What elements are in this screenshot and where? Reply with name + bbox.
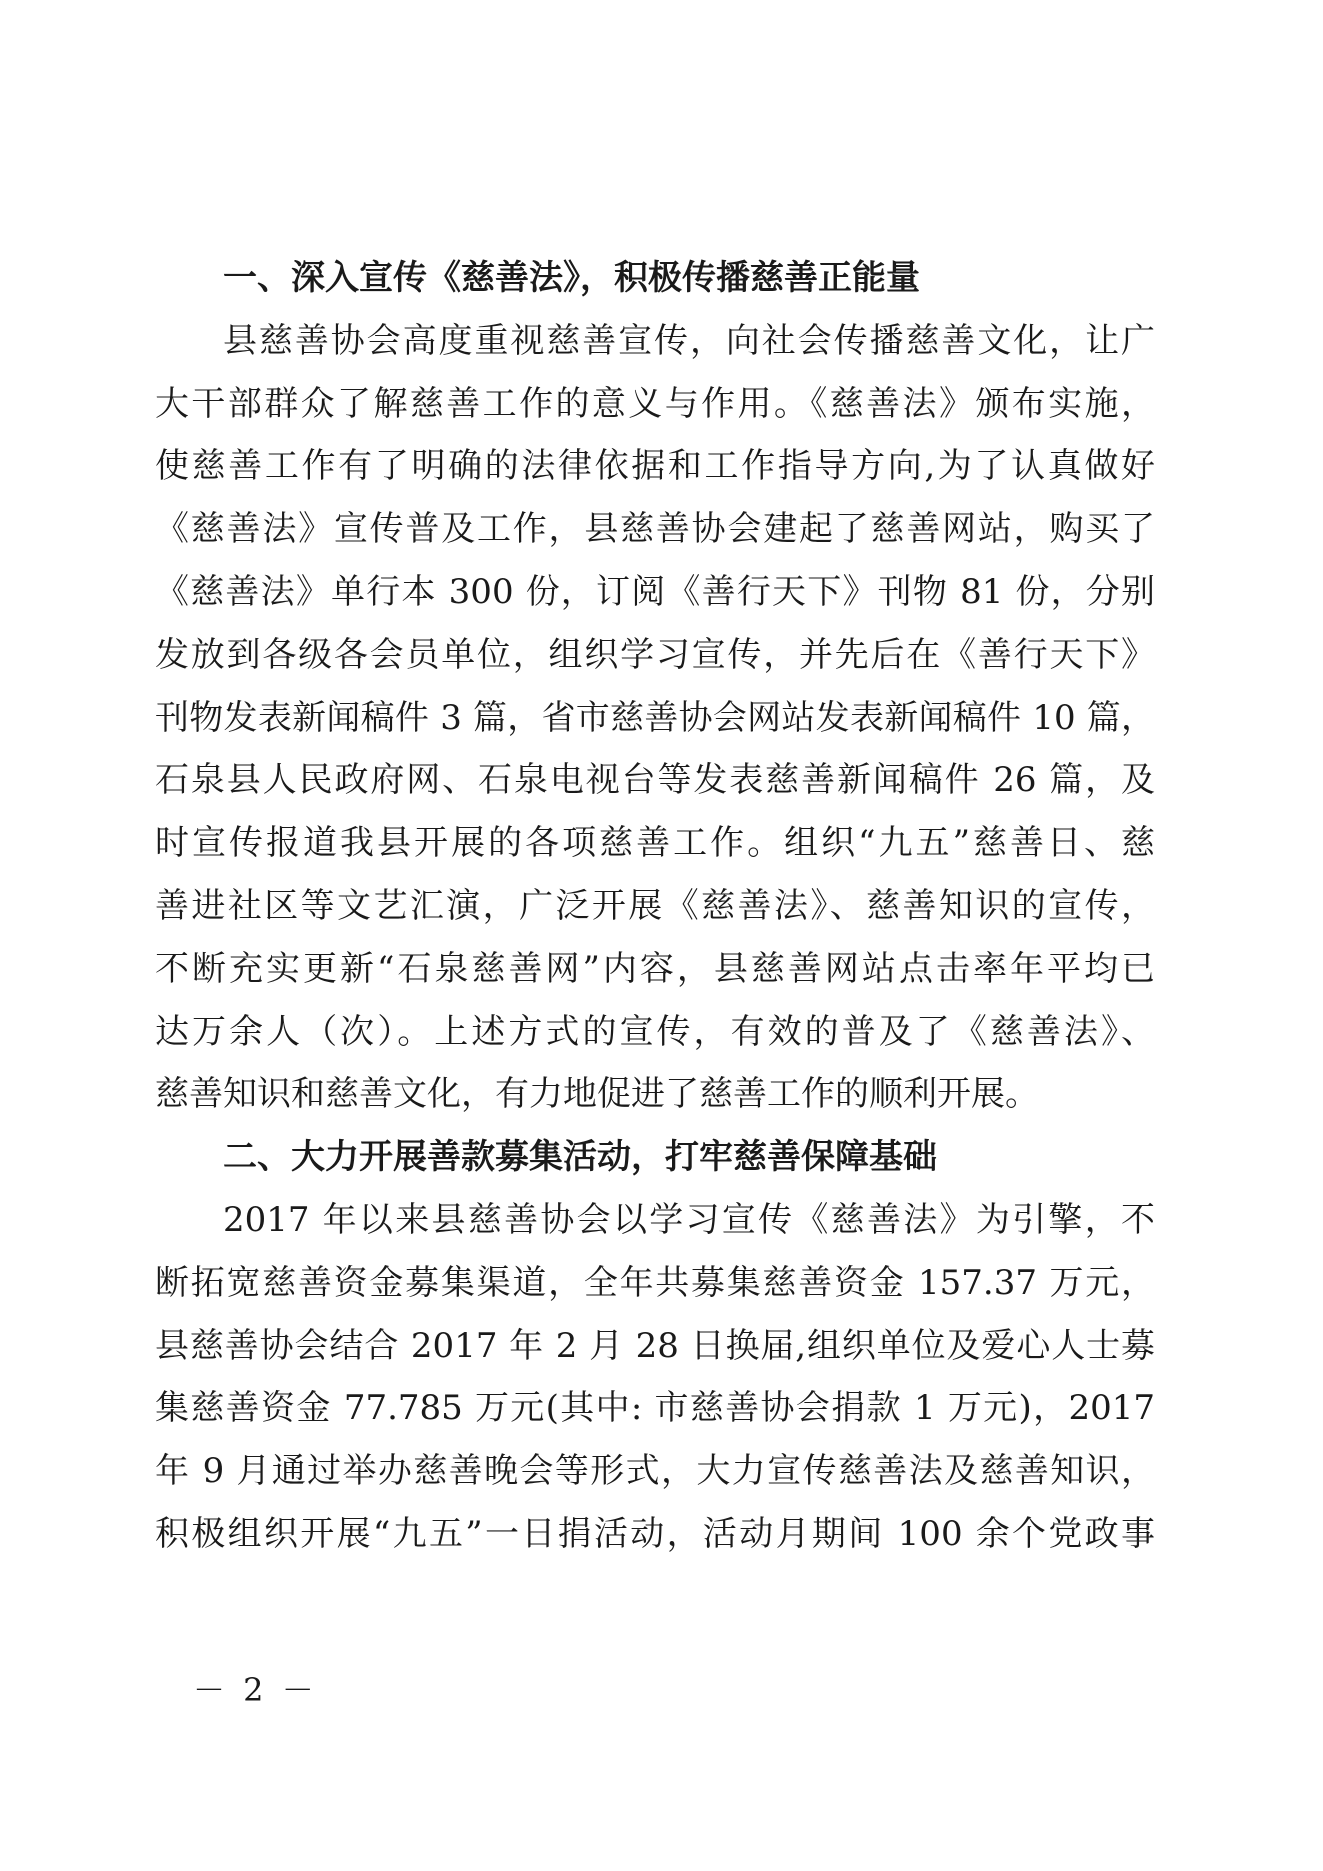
section-2-paragraph xyxy=(155,1189,1155,1566)
paragraph-line: 断拓宽慈善资金募集渠道，全年共募集慈善资金 157.37 万元， xyxy=(155,1262,1155,1303)
paragraph-line: 石泉县人民政府网、石泉电视台等发表慈善新闻稿件 26 篇，及 xyxy=(155,760,1155,801)
paragraph-line: 县慈善协会高度重视慈善宣传，向社会传播慈善文化，让广 xyxy=(223,320,1155,361)
section-1-heading: 一、深入宣传《慈善法》，积极传播慈善正能量 xyxy=(223,258,920,298)
paragraph-line: 刊物发表新闻稿件 3 篇，省市慈善协会网站发表新闻稿件 10 篇， xyxy=(155,697,1155,738)
paragraph-line: 发放到各级各会员单位，组织学习宣传，并先后在《善行天下》 xyxy=(155,634,1155,675)
paragraph-line: 《慈善法》宣传普及工作，县慈善协会建起了慈善网站，购买了 xyxy=(155,509,1155,550)
paragraph-line: 大干部群众了解慈善工作的意义与作用。《慈善法》颁布实施， xyxy=(155,383,1155,424)
paragraph-line: 善进社区等文艺汇演，广泛开展《慈善法》、慈善知识的宣传， xyxy=(155,885,1155,926)
paragraph-line: 时宣传报道我县开展的各项慈善工作。组织“九五”慈善日、慈 xyxy=(155,823,1155,864)
section-1-paragraph xyxy=(155,310,1155,1126)
paragraph-line: 县慈善协会结合 2017 年 2 月 28 日换届,组织单位及爱心人士募 xyxy=(155,1325,1155,1366)
paragraph-line: 达万余人（次）。上述方式的宣传，有效的普及了《慈善法》、 xyxy=(155,1011,1155,1052)
page-number: － 2 － xyxy=(193,1671,318,1709)
paragraph-line: 不断充实更新“石泉慈善网”内容，县慈善网站点击率年平均已 xyxy=(155,948,1155,989)
section-2-heading: 二、大力开展善款募集活动，打牢慈善保障基础 xyxy=(223,1137,937,1178)
paragraph-line: 慈善知识和慈善文化，有力地促进了慈善工作的顺利开展。 xyxy=(155,1074,1039,1115)
document-body xyxy=(155,247,1155,1566)
paragraph-line: 2017 年以来县慈善协会以学习宣传《慈善法》为引擎，不 xyxy=(223,1199,1155,1240)
paragraph-line: 集慈善资金 77.785 万元(其中: 市慈善协会捐款 1 万元)，2017 xyxy=(155,1388,1155,1429)
paragraph-line: 年 9 月通过举办慈善晚会等形式，大力宣传慈善法及慈善知识， xyxy=(155,1451,1155,1492)
paragraph-line: 使慈善工作有了明确的法律依据和工作指导方向,为了认真做好 xyxy=(155,446,1155,487)
paragraph-line: 《慈善法》单行本 300 份，订阅《善行天下》刊物 81 份，分别 xyxy=(155,571,1155,612)
paragraph-line: 积极组织开展“九五”一日捐活动，活动月期间 100 余个党政事 xyxy=(155,1513,1155,1554)
